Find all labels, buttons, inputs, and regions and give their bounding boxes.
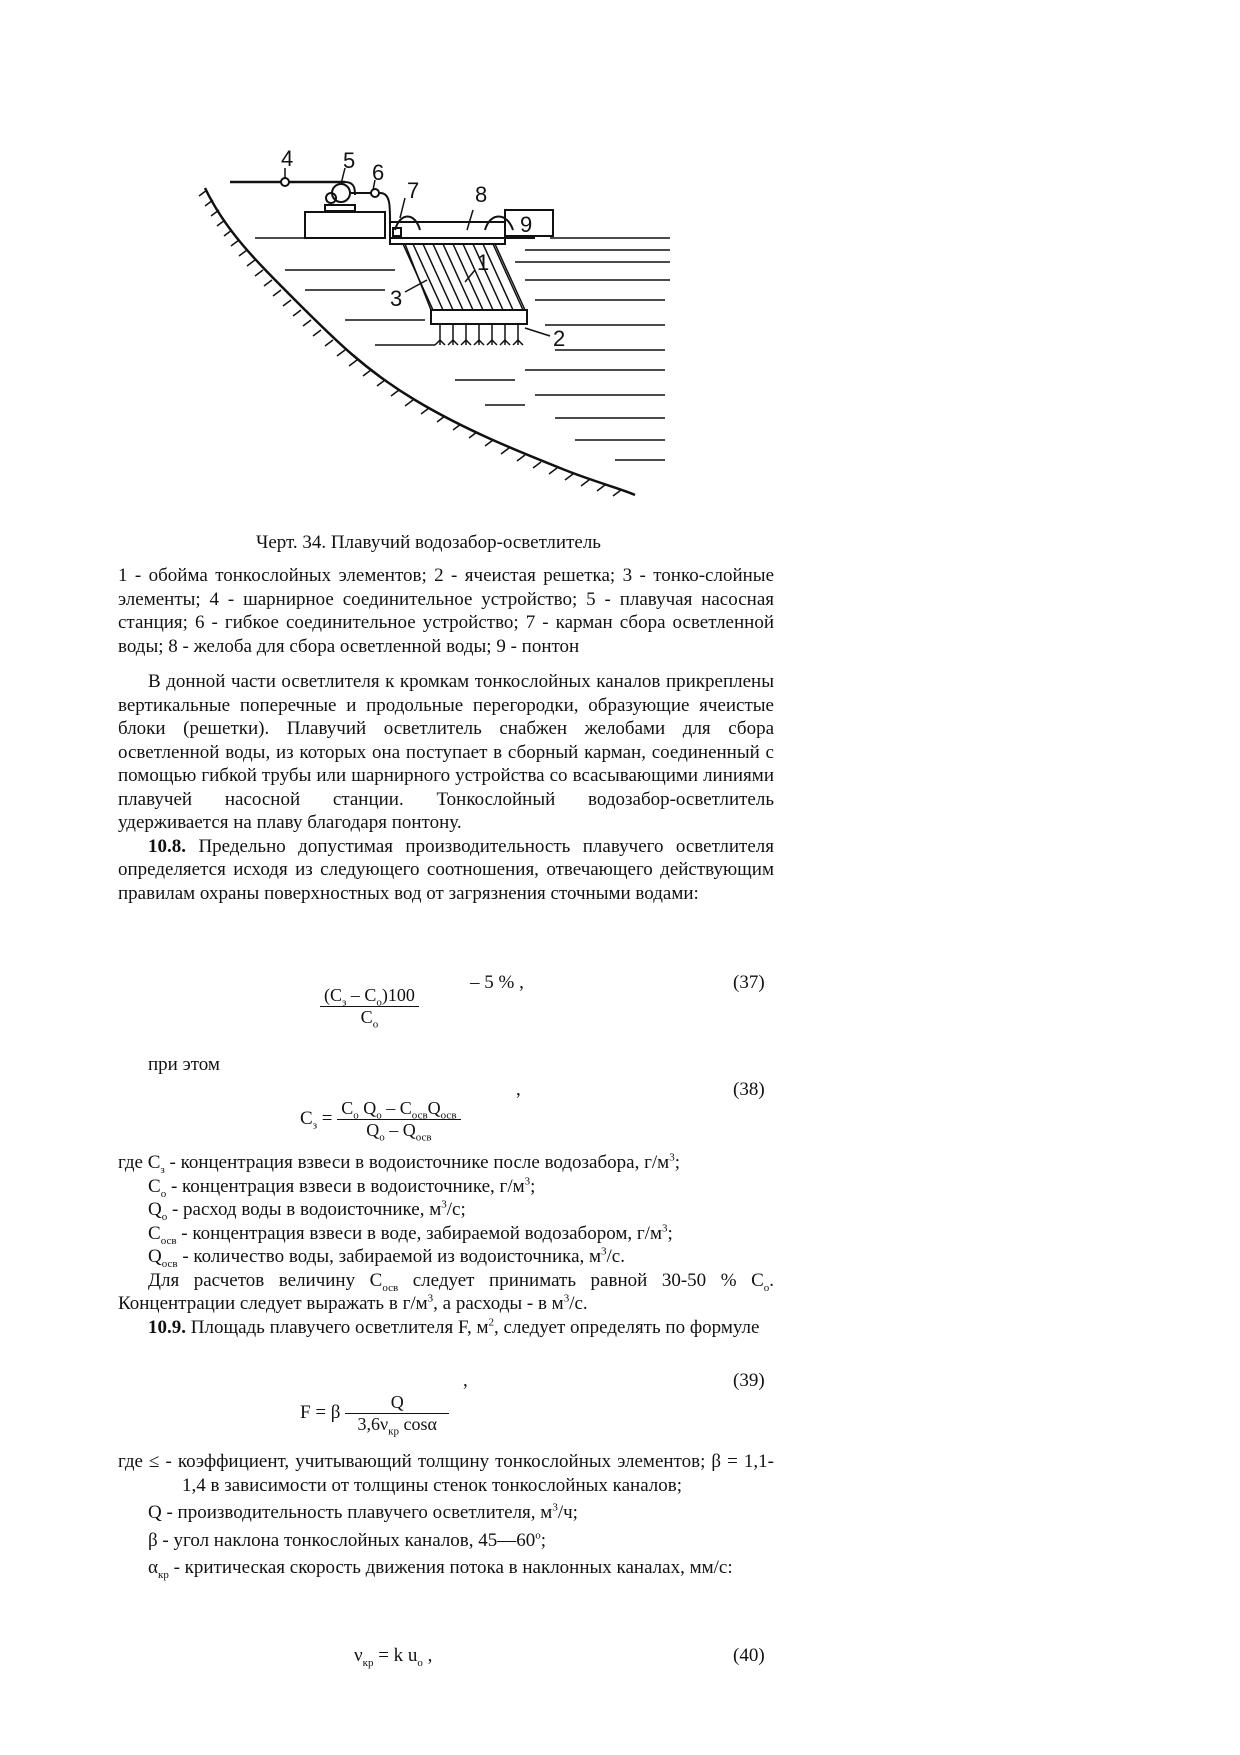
fig-label-8: 8 [475,182,488,207]
eq38-number: (38) [733,1079,765,1100]
eq37-number: (37) [733,972,765,993]
fig-label-2: 2 [553,326,566,351]
equation-37: $\frac{(С_з - С_о)100}{С_о}$ [320,985,419,1028]
eq37-tail: – 5 % , [470,972,524,993]
figure-floating-intake [195,150,675,510]
equation-39: F = β $\frac{Q}{3,6\nu_{кр} \cos\alpha}$ [300,1392,449,1435]
section-text: Предельно допустимая производительность плавучего осветлителя определяется исходя из следующего соотношения, отвечающего действующим правилам охраны поверхностных вод от загрязнения сточными водами: [118,835,775,904]
fig-label-9: 9 [520,212,533,237]
fig-label-7: 7 [407,178,420,203]
fig-label-1: 1 [477,250,490,275]
def-qosv: $Q_{осв}$ - количество воды, забираемой из водоисточника, $м^3/с$. [148,1245,625,1270]
water-surface [255,238,670,262]
paragraph-2: Для расчетов величину $С_{осв}$ следует принимать равной 30-50 % $С_о$. Концентрации следует выражать в $г/м^3$, а расходы - в $м^3/с$. [118,1269,775,1314]
pri-etom: при этом [148,1054,220,1075]
def-co: $С_о$ - концентрация взвеси в водоисточнике, $г/м^3$; [148,1175,536,1200]
eq39-comma: , [463,1370,468,1391]
figure-legend: 1 - обойма тонкослойных элементов; 2 - ячеистая решетка; 3 - тонко-слойные элементы; 4 - шарнирное соединительное устройство; 5 - плавучая насосная станция; 6 - гибкое соединительное устройство; 7 - карман сбора осветленной воды; 8 - желоба для сбора осветленной воды; 9 - понтон [118,565,774,657]
def-angle: β - угол наклона тонкослойных каналов, $45—60^о$; [148,1529,547,1551]
section-number: 10.8. [148,835,186,857]
equation-38: $С_з$ = $\frac{С_о Q_о - С_{осв}Q_{осв}}{Q_о - Q_{осв}}$ [300,1098,461,1141]
def-qo: $Q_о$ - расход воды в водоисточнике, $м^3/с$; [148,1198,466,1223]
bank-slope [205,188,635,495]
section-10-9: 10.9. Площадь плавучего осветлителя F, $м^2$, следует определять по формуле [148,1316,760,1338]
fig-label-5: 5 [343,150,356,173]
def-vkr: $\alpha_{кр}$ - критическая скорость движения потока в наклонных каналах, мм/с: [148,1557,733,1581]
eq39-number: (39) [733,1370,765,1391]
fig-label-3: 3 [390,286,403,311]
def-q: Q - производительность плавучего осветлителя, $м^3/ч$; [148,1501,578,1523]
figure-caption: Черт. 34. Плавучий водозабор-осветлитель [256,532,601,553]
fig-label-4: 4 [281,150,294,171]
eq40-number: (40) [733,1645,765,1666]
def-cz: где $С_з$ - концентрация взвеси в водоисточнике после водозабора, $г/м^3$; [118,1151,680,1176]
equation-40: $\nu_{кр} = k$ $u_о$ , [354,1645,433,1669]
eq38-comma: , [516,1079,521,1100]
paragraph-1: В донной части осветлителя к кромкам тонкослойных каналов прикреплены вертикальные поперечные и продольные перегородки, образующие ячеистые блоки (решетки). Плавучий осветлитель снабжен желобами для сбора осветленной воды, из которых она поступает в сборный карман, соединенный с помощью гибкой трубы или шарнирного устройства со всасывающими линиями плавучей насосной станции. Тонкослойный водозабор-осветлитель удерживается на плаву благодаря понтону. [118,671,774,833]
fig-label-6: 6 [372,160,385,185]
def-cosv: $С_{осв}$ - концентрация взвеси в воде, забираемой водозабором, $г/м^3$; [148,1222,673,1247]
section-10-8 [118,835,774,906]
def-beta-coef: где ≤ - коэффициент, учитывающий толщину тонкослойных элементов; β = 1,1-1,4 в зависимости от толщины стенок тонкослойных каналов; [118,1451,774,1496]
